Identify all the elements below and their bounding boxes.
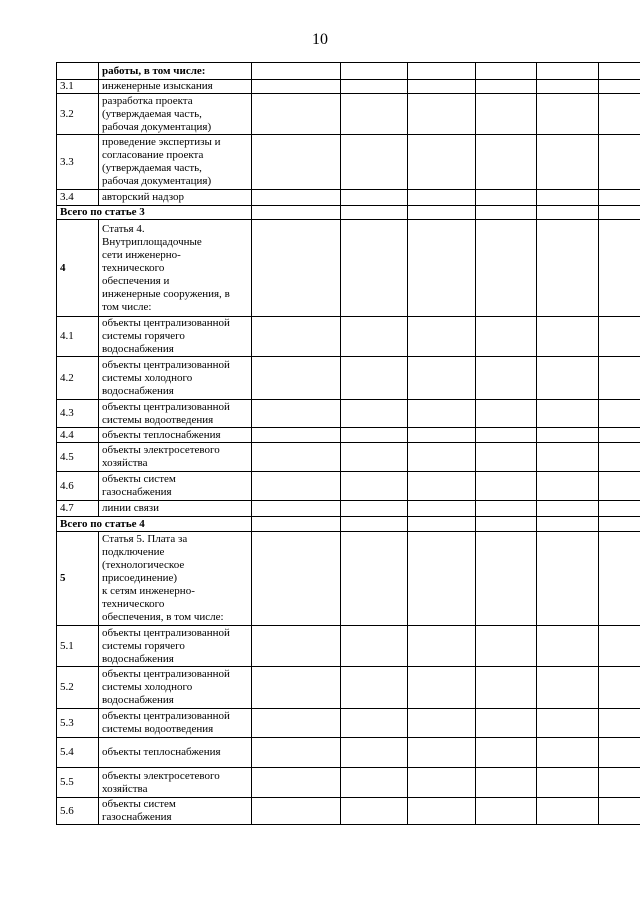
table-row: [57, 626, 640, 667]
row-title: [99, 532, 252, 626]
empty-cell: [252, 357, 341, 400]
row-title: разработка проекта (утверждаемая часть, рабочая документация): [99, 94, 252, 135]
empty-cell: [341, 798, 408, 825]
empty-cell: [341, 80, 408, 94]
row-title: проведение экспертизы и согласование проекта (утверждаемая часть, рабочая документация): [99, 135, 252, 190]
empty-cell: [476, 667, 537, 709]
empty-cell: [599, 317, 640, 357]
empty-cell: [408, 190, 476, 206]
empty-cell: [408, 135, 476, 190]
empty-cell: [252, 220, 341, 317]
empty-cell: [408, 220, 476, 317]
table-row: [57, 472, 640, 501]
empty-cell: [252, 135, 341, 190]
empty-cell: [599, 738, 640, 768]
empty-cell: [537, 317, 599, 357]
total-row: [57, 206, 640, 220]
empty-cell: [252, 443, 341, 472]
empty-cell: [476, 517, 537, 532]
empty-cell: [408, 517, 476, 532]
row-number: 3.2: [57, 94, 99, 135]
empty-cell: [341, 428, 408, 443]
row-number: 5.6: [57, 798, 99, 825]
empty-cell: [537, 443, 599, 472]
empty-cell: [476, 428, 537, 443]
empty-cell: [408, 667, 476, 709]
empty-cell: [408, 626, 476, 667]
empty-cell: [537, 768, 599, 798]
empty-cell: [252, 768, 341, 798]
empty-cell: [341, 501, 408, 517]
empty-cell: [408, 443, 476, 472]
row-number: 4.5: [57, 443, 99, 472]
table-row: [57, 798, 640, 825]
empty-cell: [537, 472, 599, 501]
row-number: 4.4: [57, 428, 99, 443]
row-title: объекты централизованной системы горячего водоснабжения: [99, 317, 252, 357]
table-row: [57, 443, 640, 472]
empty-cell: [408, 709, 476, 738]
empty-cell: [599, 532, 640, 626]
row-title: инженерные изыскания: [99, 80, 252, 94]
row-title: объекты теплоснабжения: [99, 428, 252, 443]
empty-cell: [537, 517, 599, 532]
row-number: 3.3: [57, 135, 99, 190]
empty-cell: [341, 206, 408, 220]
empty-cell: [537, 667, 599, 709]
empty-cell: [476, 798, 537, 825]
empty-cell: [252, 80, 341, 94]
row-title: объекты систем газоснабжения: [99, 472, 252, 501]
empty-cell: [476, 220, 537, 317]
row-title: объекты электросетевого хозяйства: [99, 768, 252, 798]
empty-cell: [476, 443, 537, 472]
empty-cell: [537, 80, 599, 94]
empty-cell: [599, 517, 640, 532]
empty-cell: [537, 94, 599, 135]
empty-cell: [408, 768, 476, 798]
row-number: 4.7: [57, 501, 99, 517]
row-number: 5.4: [57, 738, 99, 768]
empty-cell: [537, 135, 599, 190]
empty-cell: [341, 532, 408, 626]
table-row: [57, 80, 640, 94]
empty-cell: [252, 63, 341, 80]
estimate-table: [56, 62, 640, 825]
empty-cell: [599, 667, 640, 709]
empty-cell: [599, 798, 640, 825]
table-row: [57, 94, 640, 135]
empty-cell: [252, 798, 341, 825]
empty-cell: [408, 357, 476, 400]
empty-cell: [599, 135, 640, 190]
empty-cell: [341, 400, 408, 428]
empty-cell: [341, 443, 408, 472]
total-label: Всего по статье 3: [57, 206, 252, 220]
table-row: [57, 357, 640, 400]
empty-cell: [341, 667, 408, 709]
row-title: объекты систем газоснабжения: [99, 798, 252, 825]
empty-cell: [408, 738, 476, 768]
empty-cell: [476, 135, 537, 190]
empty-cell: [341, 63, 408, 80]
empty-cell: [341, 220, 408, 317]
empty-cell: [341, 135, 408, 190]
empty-cell: [408, 428, 476, 443]
empty-cell: [476, 63, 537, 80]
empty-cell: [408, 206, 476, 220]
empty-cell: [476, 317, 537, 357]
empty-cell: [341, 357, 408, 400]
page-number: 10: [312, 31, 328, 48]
empty-cell: [408, 472, 476, 501]
empty-cell: [252, 472, 341, 501]
empty-cell: [252, 428, 341, 443]
empty-cell: [599, 709, 640, 738]
empty-cell: [599, 94, 640, 135]
row-title: авторский надзор: [99, 190, 252, 206]
row-number: 5.3: [57, 709, 99, 738]
row-number: 4.1: [57, 317, 99, 357]
row-title: объекты централизованной системы холодного водоснабжения: [99, 667, 252, 709]
empty-cell: [476, 190, 537, 206]
article-heading: Статья 4. Внутриплощадочные сети инженерно- технического обеспечения и инженерные сооружения,: [102, 222, 222, 300]
empty-cell: [599, 768, 640, 798]
empty-cell: [252, 501, 341, 517]
empty-cell: [341, 626, 408, 667]
empty-cell: [341, 738, 408, 768]
row-number: 3.1: [57, 80, 99, 94]
empty-cell: [252, 626, 341, 667]
empty-cell: [537, 626, 599, 667]
row-number: 5.1: [57, 626, 99, 667]
table-row: [57, 768, 640, 798]
empty-cell: [599, 400, 640, 428]
empty-cell: [476, 94, 537, 135]
empty-cell: [252, 317, 341, 357]
row-number: 5.2: [57, 667, 99, 709]
row-number: 5.5: [57, 768, 99, 798]
table-row: [57, 63, 640, 80]
empty-cell: [408, 80, 476, 94]
empty-cell: [476, 532, 537, 626]
table-row: [57, 501, 640, 517]
empty-cell: [599, 206, 640, 220]
row-title: объекты централизованной системы водоотведения: [99, 709, 252, 738]
empty-cell: [599, 626, 640, 667]
empty-cell: [599, 63, 640, 80]
row-title: объекты теплоснабжения: [99, 738, 252, 768]
article-heading: Статья 5. Плата за подключение (технологическое присоединение) к сетям инженерно- технического обеспечения,: [102, 533, 195, 623]
empty-cell: [476, 709, 537, 738]
empty-cell: [252, 517, 341, 532]
row-title: объекты централизованной системы холодного водоснабжения: [99, 357, 252, 400]
empty-cell: [537, 206, 599, 220]
empty-cell: [537, 63, 599, 80]
empty-cell: [408, 532, 476, 626]
empty-cell: [408, 94, 476, 135]
total-label: Всего по статье 4: [57, 517, 252, 532]
empty-cell: [537, 532, 599, 626]
empty-cell: [599, 80, 640, 94]
empty-cell: [476, 738, 537, 768]
empty-cell: [341, 768, 408, 798]
row-title: линии связи: [99, 501, 252, 517]
empty-cell: [408, 400, 476, 428]
empty-cell: [252, 400, 341, 428]
table-row: [57, 738, 640, 768]
article-row: [57, 532, 640, 626]
empty-cell: [476, 768, 537, 798]
row-number: 4.3: [57, 400, 99, 428]
empty-cell: [599, 443, 640, 472]
empty-cell: [252, 532, 341, 626]
empty-cell: [537, 220, 599, 317]
empty-cell: [599, 190, 640, 206]
empty-cell: [476, 626, 537, 667]
row-title: объекты электросетевого хозяйства: [99, 443, 252, 472]
table-row: [57, 667, 640, 709]
empty-cell: [537, 709, 599, 738]
empty-cell: [537, 428, 599, 443]
empty-cell: [476, 472, 537, 501]
row-number: [57, 63, 99, 80]
empty-cell: [599, 472, 640, 501]
empty-cell: [252, 667, 341, 709]
empty-cell: [341, 709, 408, 738]
empty-cell: [341, 94, 408, 135]
empty-cell: [476, 206, 537, 220]
empty-cell: [476, 400, 537, 428]
table-row: [57, 190, 640, 206]
empty-cell: [252, 190, 341, 206]
empty-cell: [599, 220, 640, 317]
empty-cell: [252, 709, 341, 738]
row-number: 3.4: [57, 190, 99, 206]
empty-cell: [252, 94, 341, 135]
row-number: 4.6: [57, 472, 99, 501]
empty-cell: [599, 357, 640, 400]
empty-cell: [537, 738, 599, 768]
row-title: работы, в том числе:: [99, 63, 252, 80]
empty-cell: [341, 317, 408, 357]
empty-cell: [341, 517, 408, 532]
empty-cell: [537, 400, 599, 428]
empty-cell: [476, 80, 537, 94]
row-title: [99, 220, 252, 317]
empty-cell: [341, 190, 408, 206]
total-row: [57, 517, 640, 532]
row-number: 4: [57, 220, 99, 317]
empty-cell: [408, 63, 476, 80]
table-row: [57, 400, 640, 428]
empty-cell: [599, 428, 640, 443]
empty-cell: [252, 206, 341, 220]
table-row: [57, 135, 640, 190]
table-row: [57, 317, 640, 357]
table-row: [57, 428, 640, 443]
empty-cell: [408, 317, 476, 357]
article-heading-tail: в том числе:: [166, 611, 224, 623]
article-heading-tail: в том числе:: [102, 287, 230, 313]
empty-cell: [341, 472, 408, 501]
empty-cell: [408, 501, 476, 517]
empty-cell: [599, 501, 640, 517]
row-number: 5: [57, 532, 99, 626]
table-row: [57, 709, 640, 738]
row-title: объекты централизованной системы водоотведения: [99, 400, 252, 428]
empty-cell: [537, 798, 599, 825]
row-number: 4.2: [57, 357, 99, 400]
empty-cell: [252, 738, 341, 768]
empty-cell: [408, 798, 476, 825]
empty-cell: [537, 357, 599, 400]
empty-cell: [537, 501, 599, 517]
empty-cell: [476, 357, 537, 400]
empty-cell: [476, 501, 537, 517]
article-row: [57, 220, 640, 317]
empty-cell: [537, 190, 599, 206]
row-title: объекты централизованной системы горячего водоснабжения: [99, 626, 252, 667]
